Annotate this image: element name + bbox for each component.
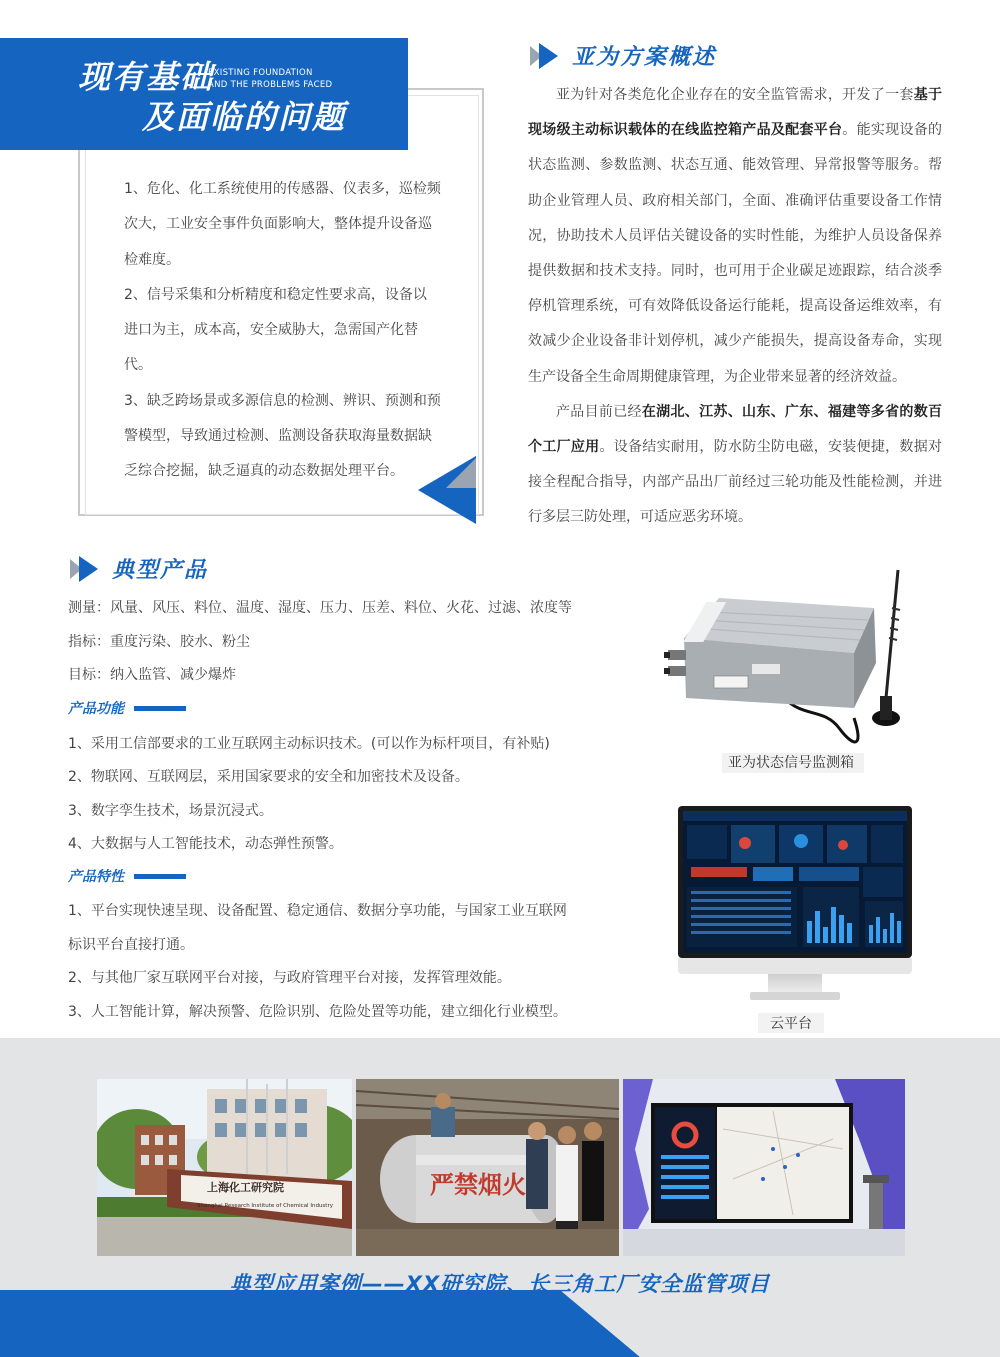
foundation-line: 次大，工业安全事件负面影响大，整体提升设备巡 (124, 216, 432, 233)
dashboard-screenshot (683, 811, 907, 953)
device-caption: 亚为状态信号监测箱 (728, 755, 854, 771)
products-indicator: 指标：重度污染、胶水、粉尘 (68, 634, 250, 650)
functions-title: 产品功能 (68, 701, 124, 717)
arrow-icon (70, 556, 100, 582)
overview-title: 亚为方案概述 (572, 45, 717, 70)
foundation-line: 检难度。 (124, 251, 180, 268)
feature-item: 3、人工智能计算，解决预警、危险识别、危险处置等功能，建立细化行业模型。 (68, 1004, 567, 1020)
function-item: 2、物联网、互联网层，采用国家要求的安全和加密技术及设备。 (68, 769, 469, 785)
overview-p1-rest: 。能实现设备的状态监测、参数监测、状态互通、能效管理、异常报警等服务。帮助企业管理人员、政府相关部门，全面、准确评估重要设备工作情况，协助技术人员评估关键设备的实时性能，为维护人员设备保养提供数据和技术支持。同时，也可用于企业碳足迹跟踪，结合淡季停机管理系统，可有效降低设备运行能耗，提高设备运维效率，有效减少企业设备非计划停机，减少产能损失，提高设备寿命，实现生产设备全生命周期健康管理，为企业带来显著的经济效益。 (528, 122, 943, 385)
functions-heading (68, 698, 186, 718)
tank-warning-text: 严禁烟火 (430, 1171, 526, 1199)
products-measure: 测量：风量、风压、料位、温度、湿度、压力、压差、料位、火花、过滤、浓度等 (68, 600, 572, 616)
function-item: 1、采用工信部要求的工业互联网主动标识技术。(可以作为标杆项目，有补贴) (68, 736, 550, 752)
overview-paragraph-1 (528, 78, 942, 395)
feature-item: 2、与其他厂家互联网平台对接，与政府管理平台对接，发挥管理效能。 (68, 970, 511, 986)
institute-sign-cn: 上海化工研究院 (207, 1181, 284, 1194)
foundation-title-line2: 及面临的问题 (142, 98, 347, 136)
monitor-screen (678, 806, 912, 958)
overview-text (528, 78, 942, 536)
feature-item: 标识平台直接打通。 (68, 937, 194, 953)
case-photo-institute (97, 1079, 352, 1256)
features-heading (68, 866, 186, 886)
monitor-chin (678, 958, 912, 974)
foundation-line: 乏综合挖掘，缺乏逼真的动态数据处理平台。 (124, 463, 404, 480)
foundation-en-line1: EXISTING FOUNDATION (208, 68, 313, 78)
foundation-text (124, 172, 444, 490)
case-photo-screen (623, 1079, 905, 1256)
decorative-triangle-small (446, 458, 476, 488)
heading-bar (134, 874, 186, 879)
foundation-line: 进口为主，成本高，安全威胁大，急需国产化替代。 (124, 322, 418, 374)
arrow-icon (530, 43, 560, 69)
overview-p1-highlight: 基于现场级主动标识载体的在线监控箱产品及配套平台 (528, 87, 943, 139)
overview-heading (530, 40, 716, 71)
function-item: 4、大数据与人工智能技术，动态弹性预警。 (68, 836, 343, 852)
case-title: 典型应用案例——XX研究院、长三角工厂安全监管项目 (229, 1272, 771, 1296)
foundation-line: 2、信号采集和分析精度和稳定性要求高，设备以 (124, 286, 427, 303)
function-item: 3、数字孪生技术，场景沉浸式。 (68, 803, 273, 819)
monitor-base (750, 992, 840, 1000)
overview-p2-lead: 产品目前已经 (556, 403, 642, 420)
products-target: 目标：纳入监管、减少爆炸 (68, 667, 236, 683)
overview-p2-highlight: 在湖北、江苏、山东、广东、福建等多省的数百个工厂应用 (528, 403, 943, 456)
overview-p1-lead: 亚为针对各类危化企业存在的安全监管需求，开发了一套 (556, 87, 914, 103)
case-band-shape (0, 1290, 1000, 1357)
foundation-line: 1、危化、化工系统使用的传感器、仪表多，巡检频 (124, 181, 441, 197)
monitoring-box-image (664, 568, 924, 753)
foundation-line: 3、缺乏跨场景或多源信息的检测、辨识、预测和预 (124, 392, 441, 409)
foundation-title-line1: 现有基础 (78, 58, 215, 96)
feature-item: 1、平台实现快速呈现、设备配置、稳定通信、数据分享功能，与国家工业互联网 (68, 903, 567, 919)
institute-sign-en: Shanghai Research Institute of Chemical Industry (197, 1203, 333, 1209)
cloud-platform-monitor (678, 806, 912, 1002)
overview-paragraph-2 (528, 395, 942, 536)
foundation-en-line2: AND THE PROBLEMS FACED (208, 80, 333, 90)
monitor-stand (768, 974, 822, 994)
products-title: 典型产品 (112, 558, 209, 583)
features-title: 产品特性 (68, 869, 124, 885)
foundation-line: 警模型，导致通过检测、监测设备获取海量数据缺 (124, 428, 432, 445)
overview-p2-rest: 。设备结实耐用，防水防尘防电磁，安装便捷，数据对接全程配合指导，内部产品出厂前经过三轮功能及性能检测，并进行多层三防处理，可适应恶劣环境。 (528, 439, 943, 526)
case-photo-tank (356, 1079, 619, 1256)
products-heading (70, 553, 208, 584)
platform-caption: 云平台 (770, 1016, 812, 1032)
heading-bar (134, 706, 186, 711)
